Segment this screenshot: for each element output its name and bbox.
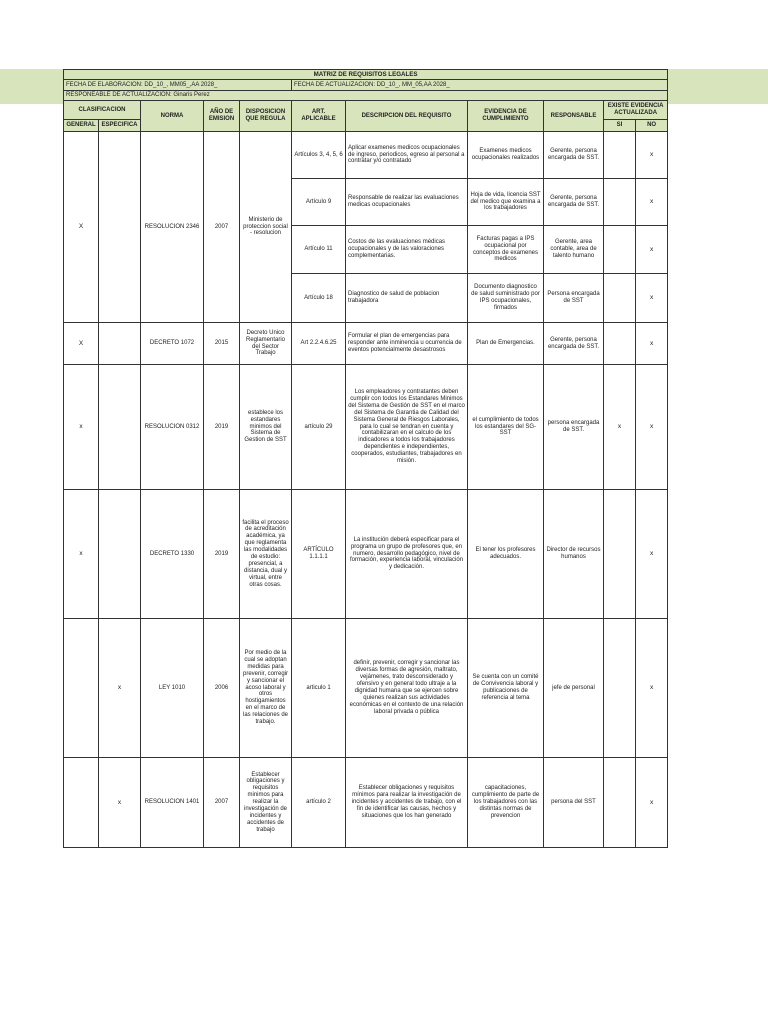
- table-row: [64, 132, 668, 179]
- norma-cell: RESOLUCION 0312: [141, 365, 204, 490]
- especifica-mark: [99, 323, 141, 365]
- especifica-mark: x: [99, 758, 141, 848]
- norma-cell: RESOLUCION 2346: [141, 132, 204, 323]
- articulo-cell: Artículo 11: [292, 226, 346, 274]
- especifica-mark: [99, 365, 141, 490]
- articulo-cell: articulo 1: [292, 619, 346, 758]
- no-mark: x: [636, 619, 668, 758]
- norma-cell: RESOLUCION 1401: [141, 758, 204, 848]
- si-mark: [604, 490, 636, 619]
- legal-requirements-matrix: [63, 69, 668, 848]
- evidencia-cell: Hoja de vida, licencia SST del medico que examina a los trabajadores: [468, 179, 544, 226]
- norma-cell: DECRETO 1072: [141, 323, 204, 365]
- evidencia-cell: Facturas pagas a IPS ocupacional por conceptos de examenes medicos: [468, 226, 544, 274]
- header-responsable: RESPONSABLE: [544, 101, 604, 132]
- articulo-cell: artículo 29: [292, 365, 346, 490]
- no-mark: x: [636, 179, 668, 226]
- header-evidencia: EVIDENCIA DE CUMPLIMIENTO: [468, 101, 544, 132]
- disposicion-cell: facilita el proceso de acreditación académica, ya que reglamenta las modalidades de estudio: presencial, a distancia, dual y virtual, entre otras cosas.: [240, 490, 292, 619]
- disposicion-cell: Decreto Unico Reglamentario del Sector Trabajo: [240, 323, 292, 365]
- update-date: FECHA DE ACTUALIZACION: DD_10_, MM_05,AA 2028_: [292, 80, 668, 91]
- table-row: [64, 490, 668, 619]
- articulo-cell: Artículo 9: [292, 179, 346, 226]
- disposicion-cell: establece los estandares minimos del Sistema de Gestion de SST: [240, 365, 292, 490]
- matrix-title: MATRIZ DE REQUISITOS LEGALES: [64, 70, 668, 80]
- anio-cell: 2015: [204, 323, 240, 365]
- anio-cell: 2019: [204, 490, 240, 619]
- disposicion-cell: Ministerio de proteccion social - resolucion: [240, 132, 292, 323]
- especifica-mark: [99, 490, 141, 619]
- articulo-cell: ARTÍCULO 1.1.1.1: [292, 490, 346, 619]
- header-clasificacion: CLASIFICACION: [64, 101, 141, 120]
- especifica-mark: x: [99, 619, 141, 758]
- si-mark: [604, 132, 636, 179]
- responsable-cell: Gerente, persona encargada de SST.: [544, 323, 604, 365]
- no-mark: x: [636, 274, 668, 323]
- evidencia-cell: Documento diagnostico de salud suministrado por IPS ocupacionales, firmados: [468, 274, 544, 323]
- table-row: [64, 365, 668, 490]
- no-mark: x: [636, 490, 668, 619]
- elaboration-date: FECHA DE ELABORACION: DD_10_, MM05_,AA 2028_: [64, 80, 292, 91]
- evidencia-cell: capacitaciones, cumplimiento de parte de los trabajadores con las distintas normas de prevencion: [468, 758, 544, 848]
- descripcion-cell: Establecer obligaciones y requisitos mínimos para realizar la investigación de incidentes y accidentes de trabajo, con el fin de identificar las causas, hechos y situaciones que los han generado: [346, 758, 468, 848]
- no-mark: x: [636, 226, 668, 274]
- responsable-cell: jefe de personal: [544, 619, 604, 758]
- descripcion-cell: La institución deberá especificar para el programa un grupo de profesores que, en numero, desarrollo pedagógico, nivel de formación, experiencia laboral, vinculación y dedicación.: [346, 490, 468, 619]
- table-row: [64, 619, 668, 758]
- header-no: NO: [636, 120, 668, 132]
- descripcion-cell: Costos de las evaluaciones médicas ocupacionales y de las valoraciones complementarias.: [346, 226, 468, 274]
- si-mark: [604, 179, 636, 226]
- disposicion-cell: Establecer obligaciones y requisitos minimos para realizar la investigación de incidentes y accidentes de trabajo: [240, 758, 292, 848]
- header-disposicion: DISPOSICION QUE REGULA: [240, 101, 292, 132]
- evidencia-cell: Plan de Emergencias.: [468, 323, 544, 365]
- anio-cell: 2007: [204, 758, 240, 848]
- evidencia-cell: El tener los profesores adecuados.: [468, 490, 544, 619]
- articulo-cell: Artículo 18: [292, 274, 346, 323]
- table-row: [64, 758, 668, 848]
- update-responsible: RESPONEABLE DE ACTUALIZACION: Ginaris Perez: [64, 91, 668, 101]
- header-anio: AÑO DE EMISION: [204, 101, 240, 132]
- general-mark: [64, 758, 99, 848]
- si-mark: [604, 226, 636, 274]
- responsable-cell: Gerente, persona encargada de SST.: [544, 179, 604, 226]
- si-mark: [604, 758, 636, 848]
- anio-cell: 2006: [204, 619, 240, 758]
- descripcion-cell: Responsable de realizar las evaluaciones medicas ocupacionales: [346, 179, 468, 226]
- anio-cell: 2019: [204, 365, 240, 490]
- descripcion-cell: Los empleadores y contratantes deben cumplir con todos los Estandares Minimos del Sistema de Gestión de SST en el marco del Sistema de Garantia de Calidad del Sistema General de Riesgos Laborales, para lo cual se tendran en cuenta y contabilizaran en el calculo de los indicadores a todos los trabajadores dependientes e independientes, cooperados, estudiantes, trabajadores en misión.: [346, 365, 468, 490]
- descripcion-cell: Formular el plan de emergencias para responder ante inminencia u ocurrencia de eventos potencialmente desastrosos: [346, 323, 468, 365]
- header-articulo: ART. APLICABLE: [292, 101, 346, 132]
- evidencia-cell: el cumplimiento de todos los estandares del SG-SST: [468, 365, 544, 490]
- no-mark: x: [636, 365, 668, 490]
- norma-cell: LEY 1010: [141, 619, 204, 758]
- general-mark: x: [64, 365, 99, 490]
- descripcion-cell: Aplicar examenes medicos ocupacionales de ingreso, periodicos, egreso al personal a contratar y/o contratado: [346, 132, 468, 179]
- header-si: SI: [604, 120, 636, 132]
- disposicion-cell: Por medio de la cual se adoptan medidas para prevenir, corregir y sancionar el acoso laboral y otros hostigamientos en el marco de las relaciones de trabajo.: [240, 619, 292, 758]
- articulo-cell: Art 2.2.4.6.25: [292, 323, 346, 365]
- descripcion-cell: definir, prevenir, corregir y sancionar las diversas formas de agresión, maltrato, vejámenes, trato desconsiderado y ofensivo y en general todo ultraje a la dignidad humana que se ejercen sobre quienes realizan sus actividades económicas en el contexto de una relación laboral privada o pública: [346, 619, 468, 758]
- norma-cell: DECRETO 1330: [141, 490, 204, 619]
- articulo-cell: Artículos 3, 4, 5, 6: [292, 132, 346, 179]
- responsable-cell: persona encargada de SST.: [544, 365, 604, 490]
- general-mark: X: [64, 132, 99, 323]
- evidencia-cell: Examenes medicos ocupacionales realizados: [468, 132, 544, 179]
- especifica-mark: [99, 132, 141, 323]
- general-mark: [64, 619, 99, 758]
- no-mark: x: [636, 132, 668, 179]
- si-mark: [604, 619, 636, 758]
- table-row: [64, 323, 668, 365]
- header-norma: NORMA: [141, 101, 204, 132]
- responsable-cell: persona del SST: [544, 758, 604, 848]
- anio-cell: 2007: [204, 132, 240, 323]
- header-descripcion: DESCRIPCION DEL REQUISITO: [346, 101, 468, 132]
- responsable-cell: Persona encargada de SST: [544, 274, 604, 323]
- header-especifica: ESPECIFICA: [99, 120, 141, 132]
- responsable-cell: Gerente, area contable, area de talento humano: [544, 226, 604, 274]
- evidencia-cell: Se cuenta con un comité de Convivencia laboral y publicaciones de referencia al tema: [468, 619, 544, 758]
- general-mark: x: [64, 490, 99, 619]
- general-mark: X: [64, 323, 99, 365]
- header-general: GENERAL: [64, 120, 99, 132]
- articulo-cell: artículo 2: [292, 758, 346, 848]
- si-mark: [604, 274, 636, 323]
- responsable-cell: Gerente, persona encargada de SST.: [544, 132, 604, 179]
- header-existe-evidencia: EXISTE EVIDENCIA ACTUALIZADA: [604, 101, 668, 120]
- si-mark: x: [604, 365, 636, 490]
- responsable-cell: Director de recursos humanos: [544, 490, 604, 619]
- si-mark: [604, 323, 636, 365]
- descripcion-cell: Diagnostico de salud de poblacion trabajadora: [346, 274, 468, 323]
- no-mark: x: [636, 323, 668, 365]
- no-mark: x: [636, 758, 668, 848]
